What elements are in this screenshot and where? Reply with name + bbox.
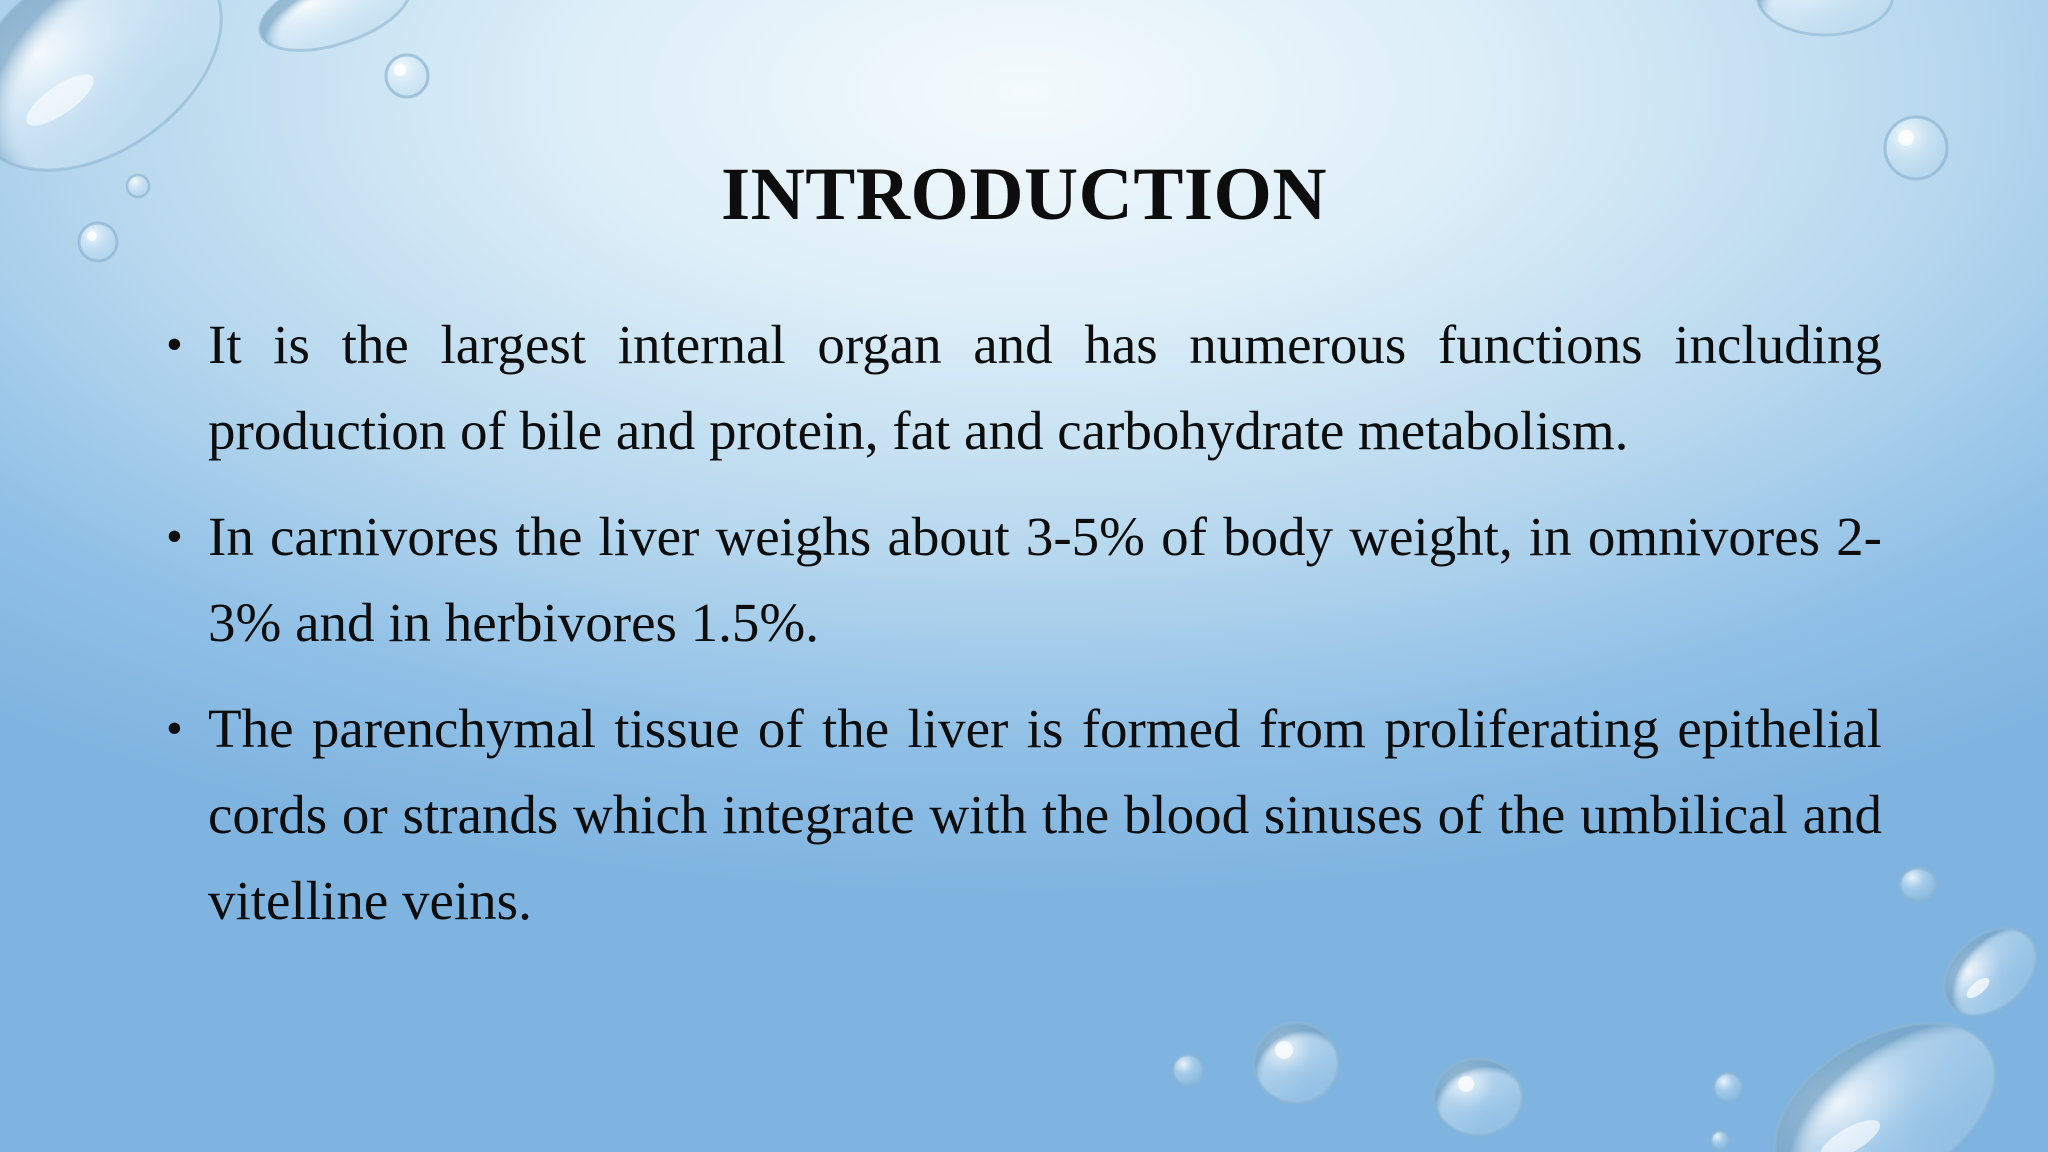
bullet-item — [166, 494, 1882, 666]
bullet-item — [166, 302, 1882, 474]
droplet-icon — [1173, 1055, 1203, 1085]
droplet-icon — [1254, 1023, 1338, 1103]
droplet-icon — [1745, 988, 2025, 1152]
droplet-icon — [1927, 911, 2048, 1033]
bullet-icon: • — [166, 702, 183, 755]
droplet-icon — [386, 55, 428, 97]
bullet-icon: • — [166, 510, 183, 563]
bullet-list — [166, 302, 1882, 964]
slide-title: INTRODUCTION — [720, 153, 1328, 236]
droplet-icon — [1434, 1059, 1522, 1135]
bullet-icon: • — [166, 318, 183, 371]
droplet-icon — [1757, 0, 1893, 35]
droplet-icon — [1711, 1131, 1729, 1149]
bullet-text: In carnivores the liver weighs about 3-5% of body weight, in omnivores 2-3% and in herbivores 1.5%. — [208, 506, 1882, 653]
bullet-text: It is the largest internal organ and has numerous functions including production of bile and protein, fat and carbohydrate metabolism. — [208, 314, 1882, 461]
droplet-icon — [250, 0, 419, 66]
droplet-icon — [1714, 1073, 1742, 1101]
droplet-icon — [1900, 868, 1936, 900]
bullet-item — [166, 686, 1882, 944]
bullet-text: The parenchymal tissue of the liver is formed from proliferating epithelial cords or strands which integrate with the blood sinuses of the umbilical and vitelline veins. — [208, 698, 1882, 931]
